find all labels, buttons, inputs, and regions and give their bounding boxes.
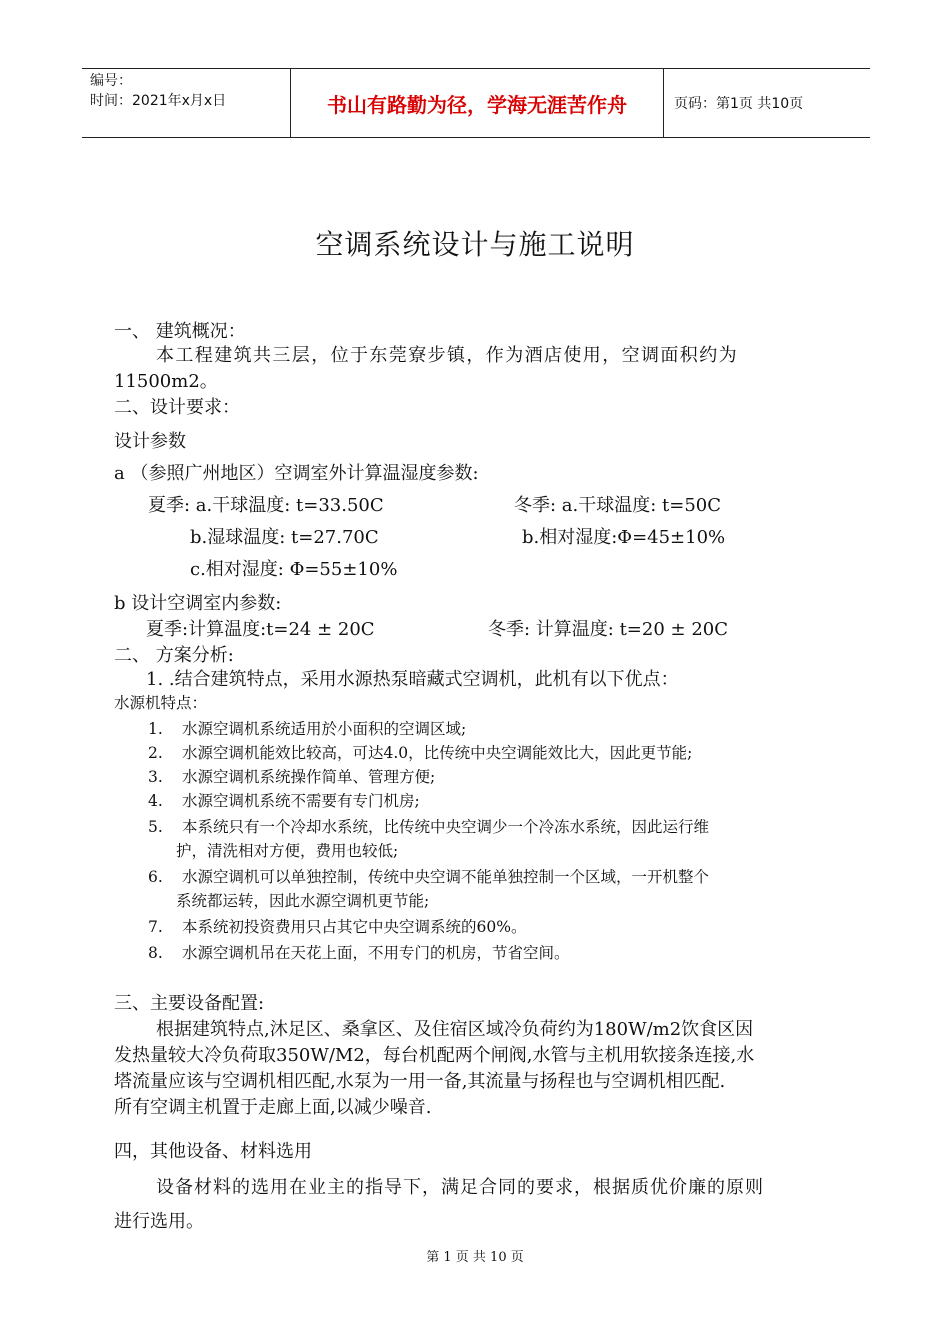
list-item-continuation: 护，清洗相对方便，费用也较低; [176,842,399,860]
section1-heading: 一、 建筑概况： [114,321,246,342]
list-item-number: 8. [148,944,163,962]
winter-relative-humidity: b.相对湿度:Φ=45±10% [522,527,726,548]
page-footer: 第 1 页 共 10 页 [426,1250,524,1265]
indoor-summer-temp: 夏季:计算温度:t=24 ± 20C [146,619,375,640]
header-meta [82,69,290,137]
outdoor-params-heading: a （参照广州地区）空调室外计算温湿度参数: [114,463,479,484]
list-item-number: 3. [148,768,163,786]
list-item: 本系统初投资费用只占其它中央空调系统的60%。 [182,918,527,936]
section2-heading: 二、设计要求： [114,397,240,418]
section3-heading: 二、 方案分析: [114,645,234,666]
section4-heading: 三、主要设备配置: [114,993,265,1014]
list-item-number: 5. [148,818,163,836]
list-item-number: 7. [148,918,163,936]
winter-dry-bulb: 冬季: a.干球温度: t=50C [514,495,722,516]
list-item-number: 2. [148,744,163,762]
section4-line3: 塔流量应该与空调机相匹配,水泵为一用一备,其流量与扬程也与空调机相匹配. [114,1071,726,1092]
list-item-number: 1. [148,720,163,738]
design-params-heading: 设计参数 [114,431,186,452]
page-header [82,68,870,138]
section1-body-line2: 11500m2。 [114,371,218,392]
list-item: 水源空调机系统操作简单、管理方便; [182,768,436,786]
document-date: 时间：2021年x月x日 [90,93,227,109]
summer-wet-bulb: b.湿球温度: t=27.70C [190,527,379,548]
indoor-winter-temp: 冬季: 计算温度: t=20 ± 20C [488,619,728,640]
section4-line2: 发热量较大冷负荷取350W/M2，每台机配两个闸阀,水管与主机用软接条连接,水 [114,1045,755,1066]
document-number-label: 编号： [90,73,132,89]
list-item: 水源空调机系统不需要有专门机房; [182,792,420,810]
section5-line2: 进行选用。 [114,1211,204,1232]
section4-line4: 所有空调主机置于走廊上面,以减少噪音. [114,1097,432,1118]
scheme-intro: 1. .结合建筑特点，采用水源热泵暗藏式空调机，此机有以下优点： [146,669,679,690]
list-item: 水源空调机可以单独控制，传统中央空调不能单独控制一个区域，一开机整个 [182,868,710,886]
header-motto: 书山有路勤为径，学海无涯苦作舟 [290,69,664,137]
list-item-continuation: 系统都运转，因此水源空调机更节能; [176,892,430,910]
list-item-number: 4. [148,792,163,810]
section1-body-line1: 本工程建筑共三层，位于东莞寮步镇，作为酒店使用，空调面积约为 [156,345,738,366]
summer-dry-bulb: 夏季: a.干球温度: t=33.50C [148,495,384,516]
header-page-info: 页码：第1页 共10页 [674,96,804,112]
summer-relative-humidity: c.相对湿度: Φ=55±10% [190,559,398,580]
list-item: 水源空调机系统适用於小面积的空调区域; [182,720,467,738]
section5-heading: 四，其他设备、材料选用 [114,1141,312,1162]
list-item-number: 6. [148,868,163,886]
features-heading: 水源机特点： [114,694,208,712]
document-title: 空调系统设计与施工说明 [315,228,635,261]
list-item: 水源空调机能效比较高，可达4.0，比传统中央空调能效比大，因此更节能; [182,744,693,762]
section5-line1: 设备材料的选用在业主的指导下，满足合同的要求，根据质优价廉的原则 [156,1177,764,1198]
indoor-params-heading: b 设计空调室内参数: [114,593,282,614]
list-item: 本系统只有一个冷却水系统，比传统中央空调少一个冷冻水系统，因此运行维 [182,818,710,836]
list-item: 水源空调机吊在天花上面，不用专门的机房，节省空间。 [182,944,570,962]
section4-line1: 根据建筑特点,沐足区、桑拿区、及住宿区域冷负荷约为180W/m2饮食区因 [156,1019,754,1040]
